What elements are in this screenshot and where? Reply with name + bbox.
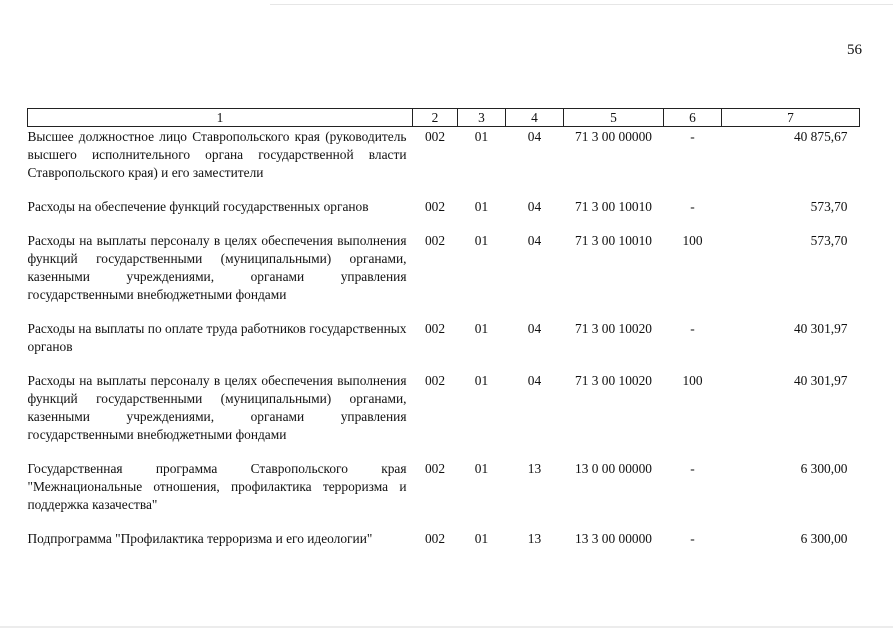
table-row (28, 371, 860, 459)
row-section-code: 01 (474, 129, 489, 144)
row-section-code: 01 (474, 461, 489, 476)
row-subsection-code: 04 (527, 373, 542, 388)
row-expense-type: 100 (682, 373, 703, 388)
table-row (28, 127, 860, 198)
header-col-4: 4 (506, 109, 564, 127)
row-amount: 573,70 (810, 233, 848, 248)
row-subsection-code: 04 (527, 129, 542, 144)
row-target-article: 13 3 00 00000 (575, 531, 652, 546)
row-amount: 6 300,00 (800, 531, 848, 546)
budget-table (27, 108, 860, 563)
header-col-2: 2 (413, 109, 458, 127)
row-expense-type: - (690, 461, 695, 476)
row-ministry-code: 002 (424, 321, 446, 336)
row-section-code: 01 (474, 199, 489, 214)
table-row (28, 459, 860, 529)
header-col-6: 6 (664, 109, 722, 127)
header-col-5: 5 (564, 109, 664, 127)
row-target-article: 71 3 00 10020 (575, 321, 652, 336)
table-row (28, 197, 860, 231)
row-amount: 573,70 (810, 199, 848, 214)
row-ministry-code: 002 (424, 233, 446, 248)
row-amount: 40 301,97 (793, 373, 848, 388)
row-subsection-code: 04 (527, 321, 542, 336)
row-ministry-code: 002 (424, 129, 446, 144)
header-col-3: 3 (458, 109, 506, 127)
row-expense-type: - (690, 321, 695, 336)
scan-artifact-bottom (0, 626, 893, 628)
row-subsection-code: 04 (527, 233, 542, 248)
row-ministry-code: 002 (424, 461, 446, 476)
table-row (28, 529, 860, 563)
row-ministry-code: 002 (424, 531, 446, 546)
table-row (28, 231, 860, 319)
header-col-1: 1 (28, 109, 413, 127)
row-name: Расходы на выплаты по оплате труда работников государственных органов (27, 321, 407, 354)
table-header-row (28, 109, 860, 127)
row-name: Расходы на выплаты персоналу в целях обеспечения выполнения функций государственными (муниципальными) органами, казенными учреждениями, органами управления государственными внебюджетными фондами (27, 373, 407, 442)
row-subsection-code: 04 (527, 199, 542, 214)
row-subsection-code: 13 (527, 461, 542, 476)
row-expense-type: 100 (682, 233, 703, 248)
row-target-article: 13 0 00 00000 (575, 461, 652, 476)
row-name: Расходы на обеспечение функций государственных органов (27, 199, 369, 214)
row-expense-type: - (690, 129, 695, 144)
row-target-article: 71 3 00 10010 (575, 199, 652, 214)
row-expense-type: - (690, 531, 695, 546)
row-ministry-code: 002 (424, 199, 446, 214)
row-amount: 6 300,00 (800, 461, 848, 476)
row-section-code: 01 (474, 233, 489, 248)
row-target-article: 71 3 00 00000 (575, 129, 652, 144)
row-section-code: 01 (474, 531, 489, 546)
row-ministry-code: 002 (424, 373, 446, 388)
page-number: 56 (847, 42, 862, 58)
row-name: Государственная программа Ставропольского края "Межнациональные отношения, профилактика терроризма и поддержка казачества" (27, 461, 407, 512)
row-name: Расходы на выплаты персоналу в целях обеспечения выполнения функций государственными (муниципальными) органами, казенными учреждениями, органами управления государственными внебюджетными фондами (27, 233, 407, 302)
scan-artifact-top (270, 4, 893, 5)
row-section-code: 01 (474, 373, 489, 388)
row-name: Подпрограмма "Профилактика терроризма и его идеологии" (27, 531, 373, 546)
row-section-code: 01 (474, 321, 489, 336)
row-name: Высшее должностное лицо Ставропольского края (руководитель высшего исполнительного органа государственной власти Ставропольского края) и его заместители (27, 129, 407, 180)
header-col-7: 7 (722, 109, 860, 127)
table-row (28, 319, 860, 371)
row-target-article: 71 3 00 10010 (575, 233, 652, 248)
row-subsection-code: 13 (527, 531, 542, 546)
row-amount: 40 301,97 (793, 321, 848, 336)
row-expense-type: - (690, 199, 695, 214)
row-target-article: 71 3 00 10020 (575, 373, 652, 388)
row-amount: 40 875,67 (793, 129, 848, 144)
